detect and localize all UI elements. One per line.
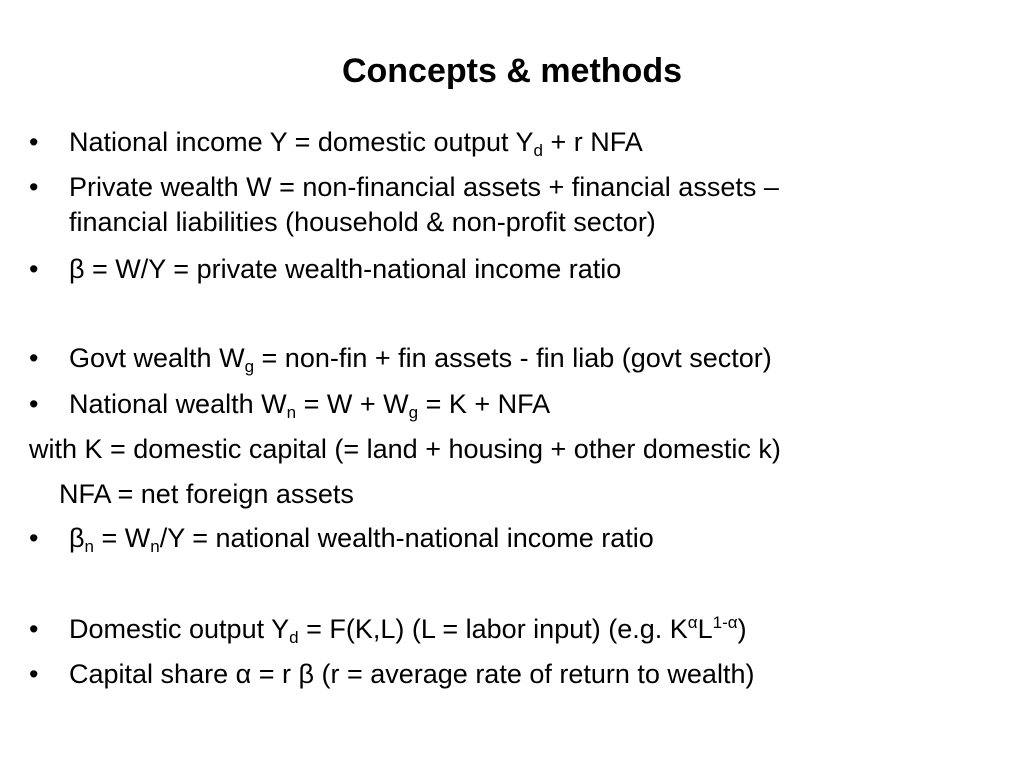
bullet-beta-ratio [69,252,621,286]
text-segment: = W + W [296,389,409,419]
text-segment: = K + NFA [418,389,551,419]
definition-domestic-capital [29,432,781,466]
text-segment: Capital share α = r β (r = average rate of return to wealth) [69,659,755,689]
bullet-private-wealth-continuation [69,205,656,239]
text-segment: /Y = national wealth-national income ratio [159,523,654,553]
text-segment: National wealth W [69,389,287,419]
text-segment: Govt wealth W [69,343,245,373]
text-segment: Domestic output Y [69,614,290,644]
superscript: 1-α [712,613,738,632]
text-segment: + r NFA [543,127,643,157]
text-segment: NFA = net foreign assets [59,479,354,509]
subscript: n [286,403,297,422]
bullet-national-income [69,125,643,159]
bullet-private-wealth [69,170,779,204]
bullet-marker: • [29,389,39,419]
bullet-marker: • [29,659,39,689]
text-segment: = W [94,523,151,553]
text-segment: National income Y = domestic output Y [69,127,534,157]
text-segment: = F(K,L) (L = labor input) (e.g. K [298,614,688,644]
bullet-marker: • [29,614,39,644]
text-segment: = non-fin + fin assets - fin liab (govt sector) [254,343,772,373]
bullet-marker: • [29,254,39,284]
bullet-domestic-output [69,612,747,646]
bullet-marker: • [29,127,39,157]
text-segment: with K = domestic capital (= land + housing + other domestic k) [29,434,781,464]
bullet-marker: • [29,172,39,202]
subscript: g [244,357,255,376]
subscript: n [150,537,160,556]
slide-title: Concepts & methods [341,52,683,90]
subscript: g [408,403,419,422]
bullet-capital-share [69,657,754,691]
text-segment: L [697,614,713,644]
bullet-marker: • [29,343,39,373]
bullet-beta-n-ratio [69,521,654,555]
definition-nfa [59,477,354,511]
superscript: α [687,613,698,632]
subscript: n [84,537,94,556]
bullet-marker: • [29,523,39,553]
text-segment: β [69,523,85,553]
bullet-govt-wealth [69,341,772,375]
text-segment: financial liabilities (household & non-profit sector) [69,207,656,237]
bullet-national-wealth [69,387,550,421]
text-segment: ) [737,614,747,644]
subscript: d [533,141,544,160]
text-segment: Private wealth W = non-financial assets + financial assets – [69,172,779,202]
subscript: d [289,628,299,647]
text-segment: β = W/Y = private wealth-national income ratio [69,254,622,284]
